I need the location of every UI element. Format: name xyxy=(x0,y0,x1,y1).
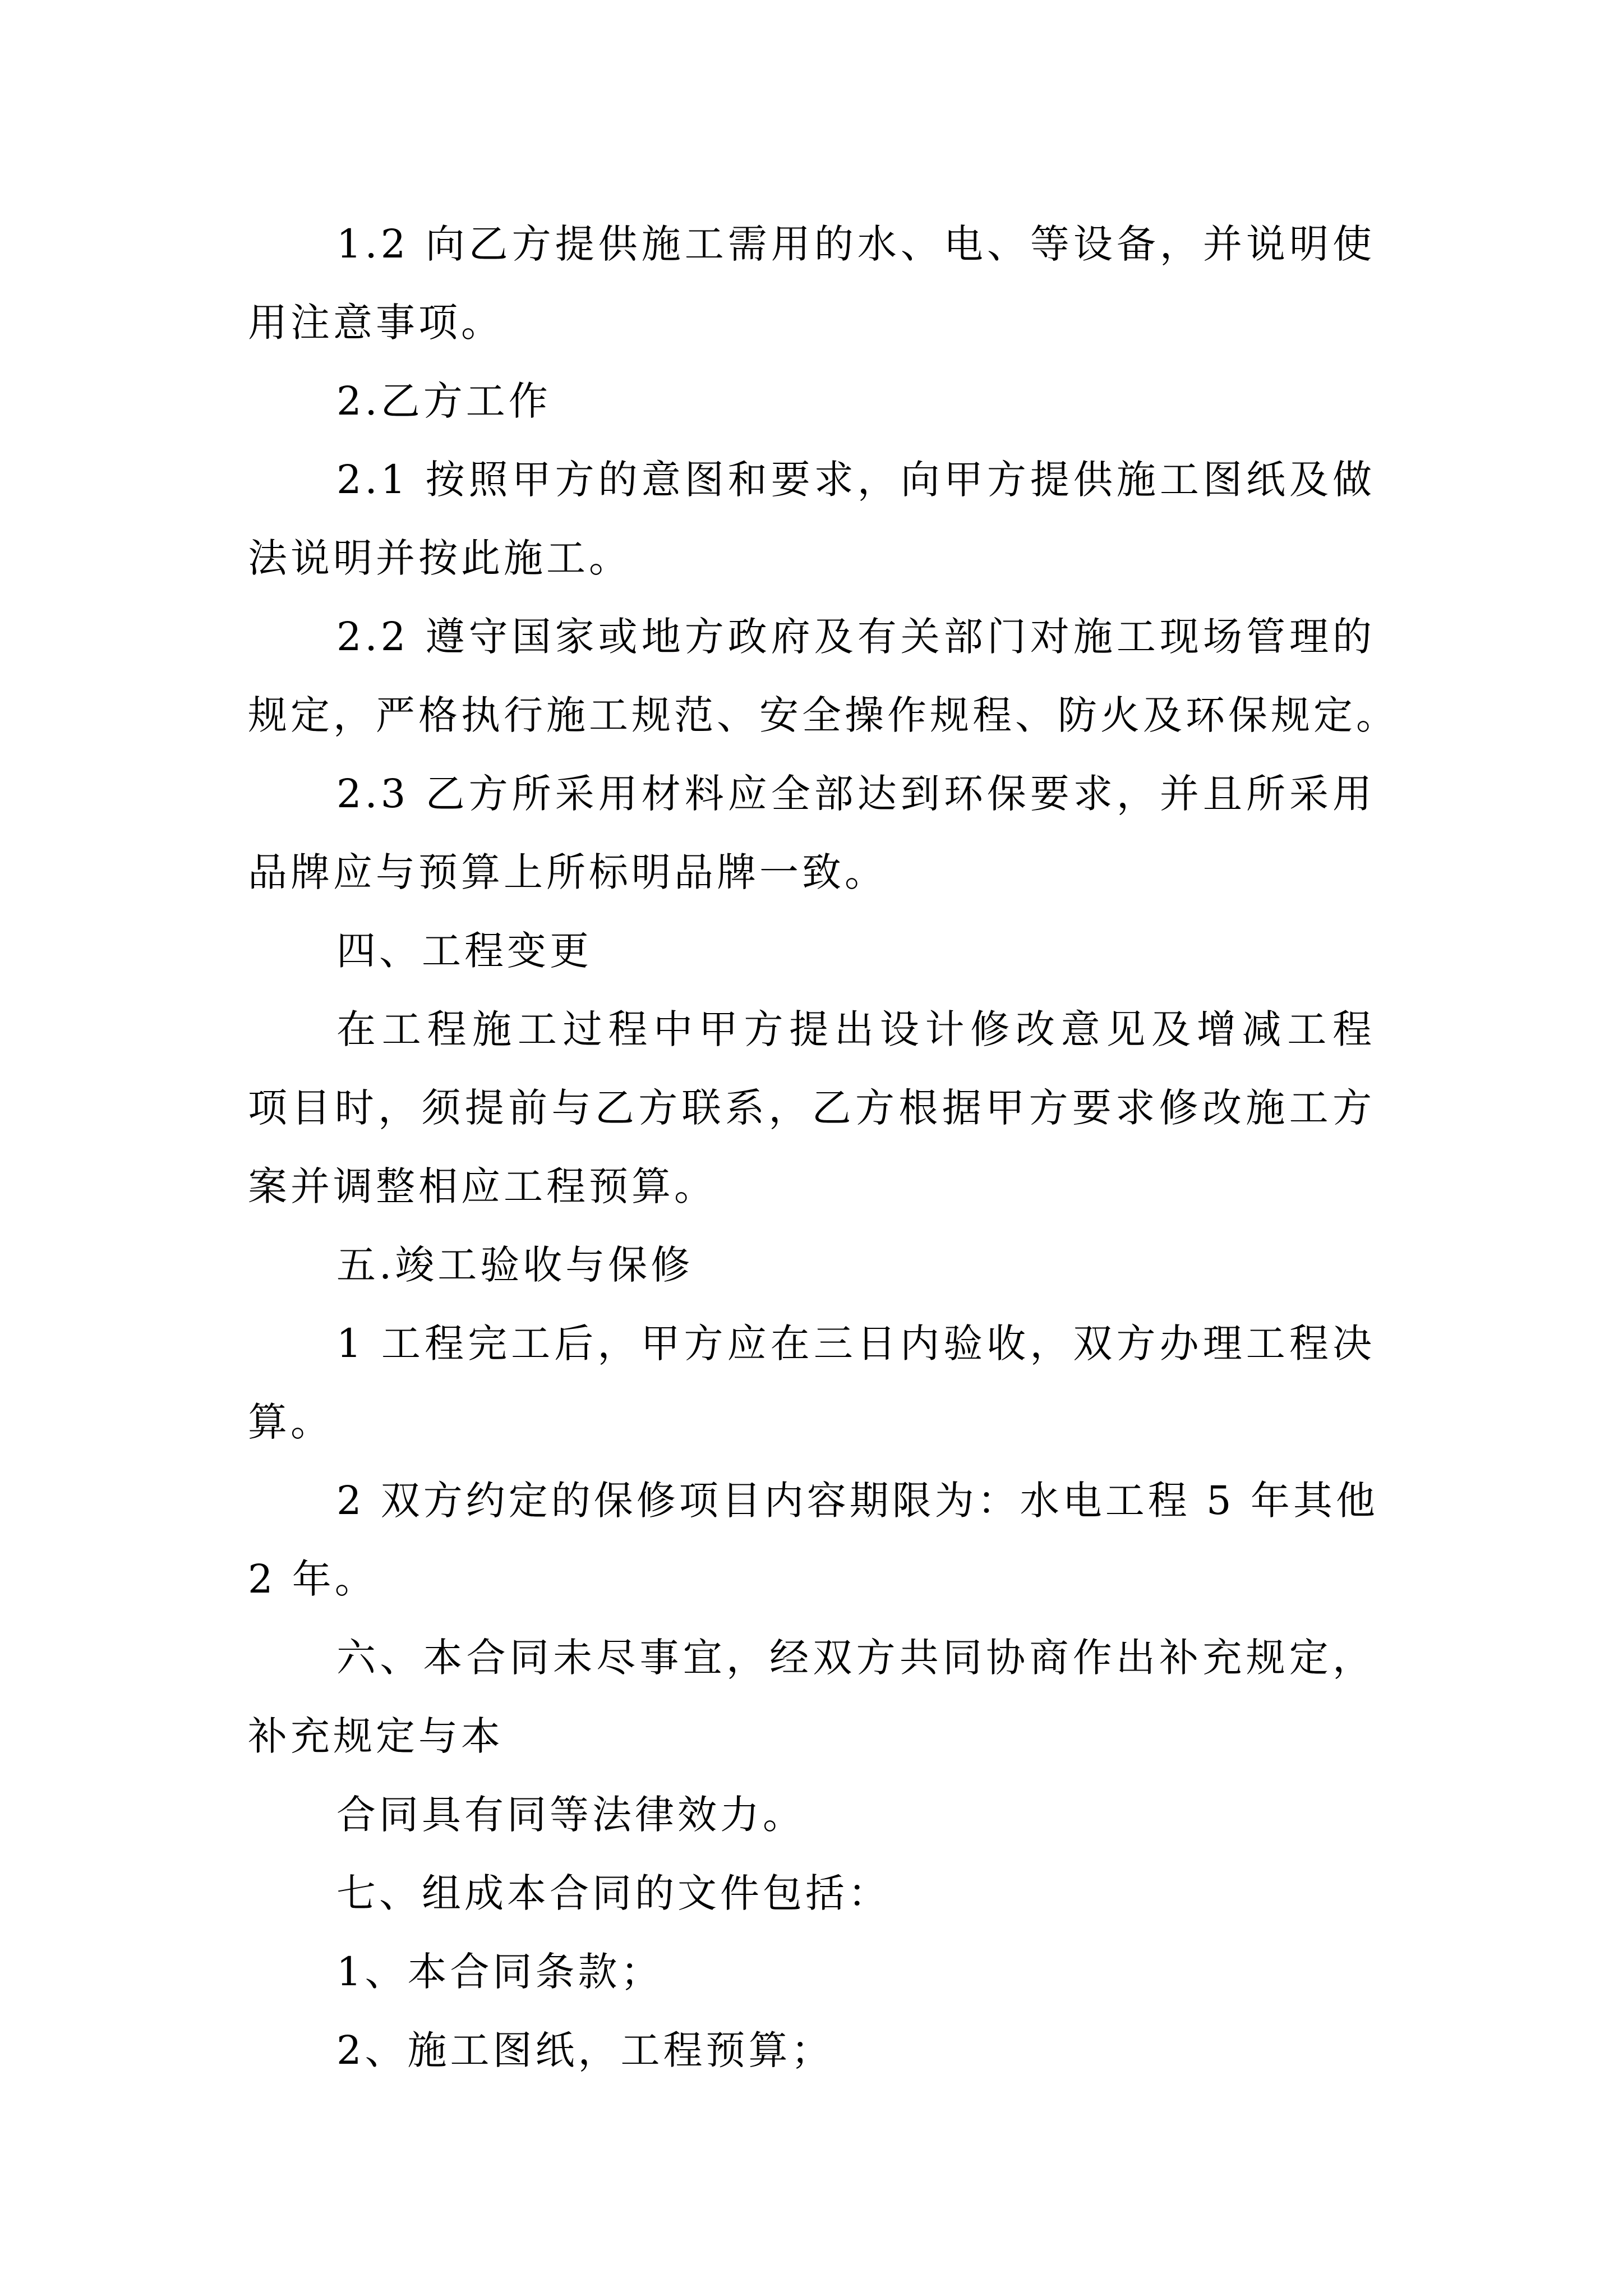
section-heading: 七、组成本合同的文件包括： xyxy=(336,1870,891,1916)
text-line: 补充规定与本 xyxy=(248,1713,504,1759)
text-line: 2.3 乙方所采用材料应全部达到环保要求，并且所采用 xyxy=(336,771,1375,817)
text-line: 法说明并按此施工。 xyxy=(248,535,631,581)
text-line: 合同具有同等法律效力。 xyxy=(336,1792,805,1838)
text-line: 算。 xyxy=(248,1399,333,1445)
section-heading: 五.竣工验收与保修 xyxy=(336,1242,694,1288)
text-line: 用注意事项。 xyxy=(248,300,504,346)
section-heading: 2.乙方工作 xyxy=(336,378,551,424)
section-heading: 四、工程变更 xyxy=(336,928,592,974)
text-line: 项目时，须提前与乙方联系，乙方根据甲方要求修改施工方 xyxy=(248,1085,1375,1131)
text-line: 2.1 按照甲方的意图和要求，向甲方提供施工图纸及做 xyxy=(336,457,1375,503)
text-line: 案并调整相应工程预算。 xyxy=(248,1163,717,1209)
text-line: 在工程施工过程中甲方提出设计修改意见及增减工程 xyxy=(336,1006,1375,1052)
text-line: 六、本合同未尽事宜，经双方共同协商作出补充规定， xyxy=(336,1635,1375,1681)
text-line: 1 工程完工后，甲方应在三日内验收，双方办理工程决 xyxy=(336,1320,1375,1366)
text-line: 规定，严格执行施工规范、安全操作规程、防火及环保规定。 xyxy=(248,692,1399,738)
text-line: 品牌应与预算上所标明品牌一致。 xyxy=(248,849,887,895)
text-line: 2.2 遵守国家或地方政府及有关部门对施工现场管理的 xyxy=(336,614,1375,660)
text-line: 1.2 向乙方提供施工需用的水、电、等设备，并说明使 xyxy=(336,221,1375,267)
list-item: 2、施工图纸，工程预算； xyxy=(336,2027,834,2073)
list-item: 1、本合同条款； xyxy=(336,1949,663,1995)
text-line: 2 双方约定的保修项目内容期限为：水电工程 5 年其他 xyxy=(336,1478,1378,1524)
text-line: 2 年。 xyxy=(248,1556,377,1602)
